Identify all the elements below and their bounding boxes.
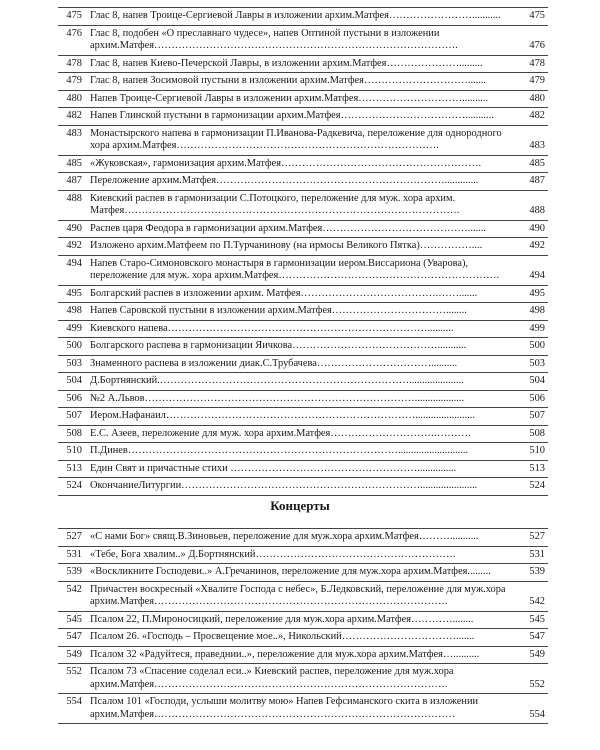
toc-entry-number: 547 [58, 629, 88, 647]
toc-entry-title: Знаменного распева в изложении диак.С.Трубачева…………………………….......... [88, 355, 513, 373]
toc-entry-number: 499 [58, 320, 88, 338]
toc-entry-page: 527 [513, 529, 548, 547]
toc-entry-page: 475 [513, 8, 548, 26]
toc-entry-page: 524 [513, 478, 548, 496]
toc-entry-page: 552 [513, 664, 548, 694]
toc-row [58, 285, 548, 303]
toc-entry-number: 524 [58, 478, 88, 496]
toc-entry-title: Глас 8, напев Киево-Печерской Лавры, в изложении архим.Матфея…………………......... [88, 55, 513, 73]
toc-entry-page: 549 [513, 646, 548, 664]
toc-row [58, 25, 548, 55]
toc-entry-number: 478 [58, 55, 88, 73]
toc-entry-title: Причастен воскресный «Хвалите Господа с небес», Б.Ледковский, переложение для муж.хора архим.Матфея…………………………………………………………………………. [88, 581, 513, 611]
toc-entry-number: 490 [58, 220, 88, 238]
toc-entry-page: 485 [513, 155, 548, 173]
concerts-toc-table [58, 528, 548, 724]
toc-row [58, 581, 548, 611]
toc-row [58, 238, 548, 256]
toc-row [58, 338, 548, 356]
toc-entry-title: Псалом 26. «Господь – Просвещение мое..», Никольский……………………………....... [88, 629, 513, 647]
toc-row [58, 478, 548, 496]
toc-row [58, 8, 548, 26]
toc-entry-page: 498 [513, 303, 548, 321]
toc-entry-number: 488 [58, 190, 88, 220]
toc-entry-title: Глас 8, напев Зосимовой пустыни в изложении архим.Матфея…………………………....... [88, 73, 513, 91]
toc-entry-title: «С нами Бог» свящ.В.Зиновьев, переложение для муж.хора архим.Матфея………........... [88, 529, 513, 547]
toc-entry-page: 476 [513, 25, 548, 55]
toc-entry-number: 552 [58, 664, 88, 694]
toc-entry-page: 539 [513, 564, 548, 582]
toc-entry-page: 542 [513, 581, 548, 611]
toc-row [58, 425, 548, 443]
toc-entry-number: 483 [58, 125, 88, 155]
toc-entry-number: 527 [58, 529, 88, 547]
toc-entry-title: Изложено архим.Матфеем по П.Турчанинову (на ирмосы Великого Пятка)…………….... [88, 238, 513, 256]
toc-row [58, 390, 548, 408]
concerts-heading: Концерты [270, 498, 330, 513]
toc-entry-title: Псалом 32 «Радуйтеся, праведнии..», переложение для муж.хора архим.Матфея….......... [88, 646, 513, 664]
toc-entry-number: 545 [58, 611, 88, 629]
toc-entry-page: 510 [513, 443, 548, 461]
toc-entry-number: 503 [58, 355, 88, 373]
toc-entry-number: 500 [58, 338, 88, 356]
toc-entry-number: 498 [58, 303, 88, 321]
concerts-toc-body [58, 529, 548, 724]
toc-entry-page: 503 [513, 355, 548, 373]
toc-entry-title: Напев Глинской пустыни в гармонизации архим.Матфея………………………………........... [88, 108, 513, 126]
toc-entry-page: 494 [513, 255, 548, 285]
toc-entry-number: 506 [58, 390, 88, 408]
toc-row [58, 255, 548, 285]
toc-entry-title: Напев Троице-Сергиевой Лавры в изложении архим.Матфея………………………….......... [88, 90, 513, 108]
toc-entry-number: 513 [58, 460, 88, 478]
toc-row [58, 90, 548, 108]
toc-entry-page: 483 [513, 125, 548, 155]
toc-entry-number: 554 [58, 694, 88, 724]
toc-entry-title: Киевский распев в гармонизации С.Потоцкого, переложение для муж. хора архим. Матфея……………………………………………………………………………………. [88, 190, 513, 220]
toc-row [58, 373, 548, 391]
toc-row [58, 303, 548, 321]
toc-entry-title: Переложение архим.Матфея…………………………………………………………............. [88, 173, 513, 191]
toc-entry-page: 492 [513, 238, 548, 256]
toc-row [58, 55, 548, 73]
toc-entry-page: 480 [513, 90, 548, 108]
toc-row [58, 611, 548, 629]
toc-entry-number: 476 [58, 25, 88, 55]
toc-entry-page: 554 [513, 694, 548, 724]
toc-entry-page: 513 [513, 460, 548, 478]
toc-entry-page: 506 [513, 390, 548, 408]
toc-entry-title: Монастырского напева в гармонизации П.Иванова-Радкевича, переложение для однородного хора архим.Матфея…………………………………………………………………. [88, 125, 513, 155]
toc-entry-title: «Жуковская», гармонизация архим.Матфея…………………………………………………. [88, 155, 513, 173]
toc-entry-page: 488 [513, 190, 548, 220]
toc-entry-title: Напев Старо-Симоновского монастыря в гармонизации иером.Виссариона (Уварова), переложение для муж. хора архим.Матфея………………………………………………………. [88, 255, 513, 285]
toc-entry-title: Д.Бортнянский.………………………………………………………………..................... [88, 373, 513, 391]
toc-entry-number: 492 [58, 238, 88, 256]
toc-entry-title: Псалом 73 «Спасение соделал еси..» Киевский распев, переложение для муж.хора архим.Матфея…………………………………………………………………………. [88, 664, 513, 694]
toc-row [58, 629, 548, 647]
toc-entry-title: Един Свят и причастные стихи ………………………………………………............... [88, 460, 513, 478]
toc-entry-number: 480 [58, 90, 88, 108]
toc-entry-number: 542 [58, 581, 88, 611]
toc-row [58, 155, 548, 173]
toc-row [58, 320, 548, 338]
toc-entry-title: Распев царя Феодора в гармонизации архим.Матфея……………………………………....... [88, 220, 513, 238]
toc-entry-page: 508 [513, 425, 548, 443]
toc-entry-page: 487 [513, 173, 548, 191]
toc-entry-title: Псалом 22, П.Мироносицкий, переложение для муж.хора архим.Матфея…………........ [88, 611, 513, 629]
toc-entry-page: 478 [513, 55, 548, 73]
toc-entry-page: 490 [513, 220, 548, 238]
toc-entry-title: Иером.Нафанаил………………………………………………………………....................... [88, 408, 513, 426]
toc-row [58, 108, 548, 126]
toc-entry-number: 531 [58, 546, 88, 564]
toc-entry-title: №2 А.Львов……………………………………………………………………................... [88, 390, 513, 408]
toc-row [58, 173, 548, 191]
toc-entry-page: 545 [513, 611, 548, 629]
toc-entry-title: Болгарского распева в гармонизации Яичкова……………………………………........... [88, 338, 513, 356]
toc-entry-page: 499 [513, 320, 548, 338]
toc-row [58, 355, 548, 373]
toc-row [58, 546, 548, 564]
toc-entry-title: «Тебе, Бога хвалим..» Д.Бортнянский…………………………………………………. [88, 546, 513, 564]
toc-row [58, 190, 548, 220]
toc-entry-page: 504 [513, 373, 548, 391]
toc-entry-number: 495 [58, 285, 88, 303]
toc-entry-number: 510 [58, 443, 88, 461]
toc-row [58, 564, 548, 582]
toc-row [58, 460, 548, 478]
toc-row [58, 220, 548, 238]
toc-row [58, 443, 548, 461]
toc-entry-title: Болгарский распев в изложении архим. Матфея………………………………….……....... [88, 285, 513, 303]
toc-row [58, 646, 548, 664]
toc-entry-number: 549 [58, 646, 88, 664]
toc-row [58, 408, 548, 426]
toc-entry-title: ОкончаниеЛитургии……………………………………………………………...................... [88, 478, 513, 496]
toc-row [58, 125, 548, 155]
toc-entry-number: 482 [58, 108, 88, 126]
toc-entry-title: Киевского напева………………………………………………………………….......... [88, 320, 513, 338]
toc-entry-page: 479 [513, 73, 548, 91]
liturgy-toc-body [58, 8, 548, 496]
toc-entry-title: П.Динев……………………………………………………………………........................... [88, 443, 513, 461]
toc-row [58, 73, 548, 91]
toc-entry-number: 485 [58, 155, 88, 173]
toc-entry-title: Е.С. Азеев, переложение для муж. хора архим.Матфея………………………….………. [88, 425, 513, 443]
toc-row [58, 694, 548, 724]
toc-entry-title: Напев Саровской пустыни в изложении архим.Матфея……………………………........ [88, 303, 513, 321]
toc-entry-number: 475 [58, 8, 88, 26]
toc-entry-page: 482 [513, 108, 548, 126]
toc-entry-page: 531 [513, 546, 548, 564]
toc-entry-title: Глас 8, подобен «О преславнаго чудесе», напев Оптиной пустыни в изложении архим.Матфея……………………………………………………………………………. [88, 25, 513, 55]
toc-entry-page: 495 [513, 285, 548, 303]
toc-row [58, 664, 548, 694]
toc-entry-number: 479 [58, 73, 88, 91]
toc-entry-title: «Воскликните Господеви..» А.Гречанинов, переложение для муж.хора архим.Матфея......... [88, 564, 513, 582]
liturgy-toc-table [58, 7, 548, 496]
toc-entry-title: Псалом 101 «Господи, услыши молитву мою» Напев Гефсиманского скита в изложении архим.Матфея…………………………………………………………………………… [88, 694, 513, 724]
toc-entry-number: 504 [58, 373, 88, 391]
toc-entry-number: 507 [58, 408, 88, 426]
toc-entry-number: 487 [58, 173, 88, 191]
toc-entry-page: 507 [513, 408, 548, 426]
toc-entry-page: 500 [513, 338, 548, 356]
toc-entry-page: 547 [513, 629, 548, 647]
toc-row [58, 529, 548, 547]
toc-entry-title: Глас 8, напев Троице-Сергиевой Лавры в изложении архим.Матфея……………………........... [88, 8, 513, 26]
toc-entry-number: 494 [58, 255, 88, 285]
toc-entry-number: 508 [58, 425, 88, 443]
toc-entry-number: 539 [58, 564, 88, 582]
